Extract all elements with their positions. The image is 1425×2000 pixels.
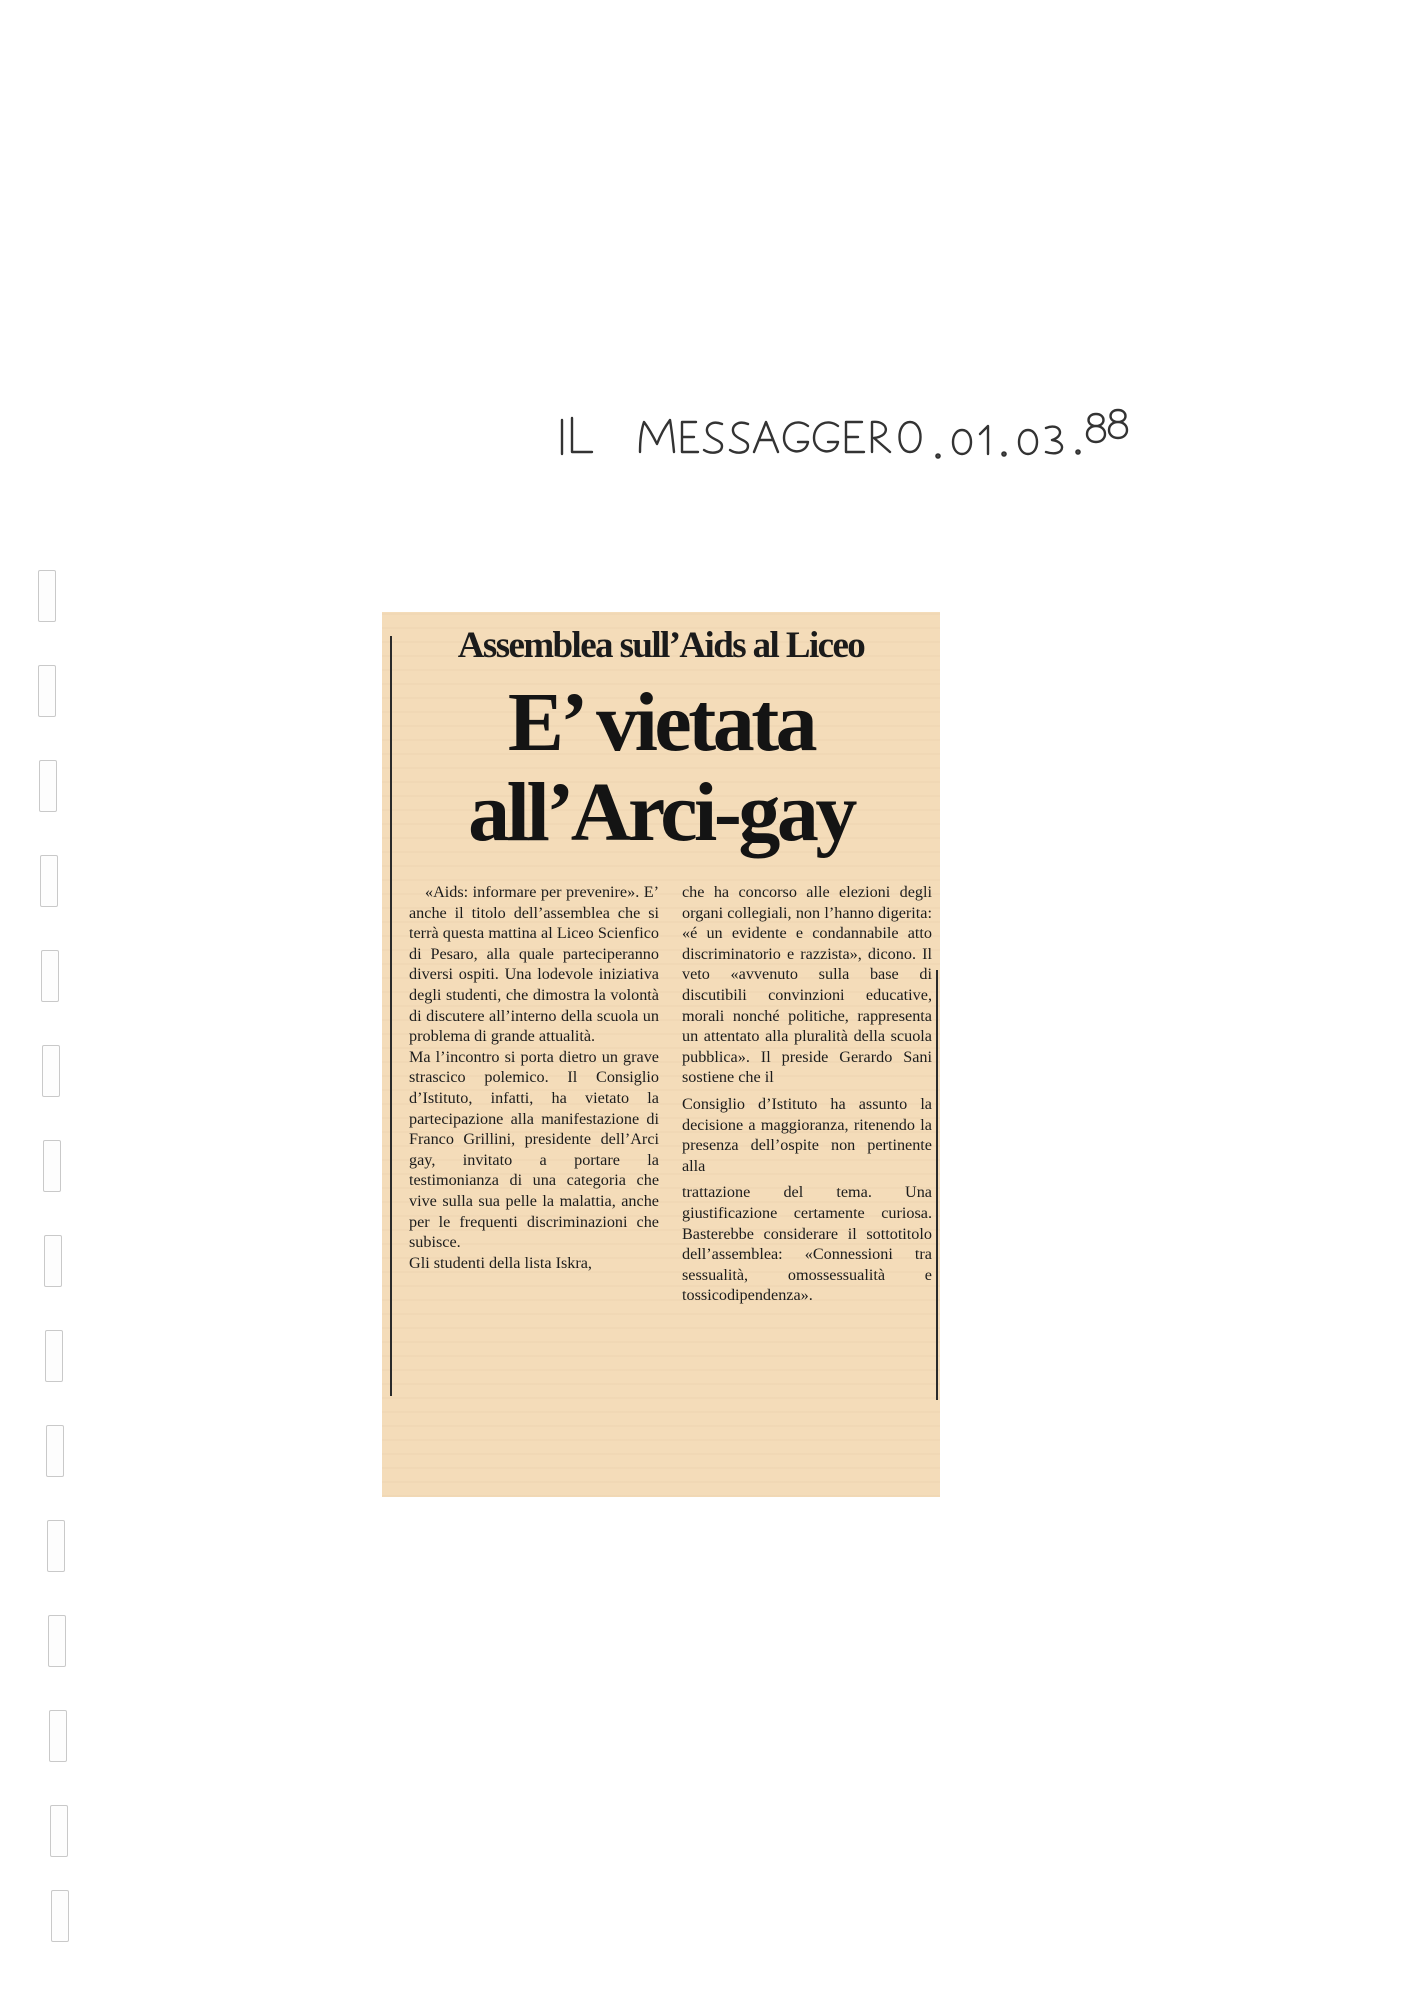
article-column-left (409, 882, 659, 1273)
binder-hole (43, 1140, 61, 1192)
binder-hole (42, 1045, 60, 1097)
binder-holes (38, 60, 68, 1940)
column-rule-right (936, 970, 939, 1400)
binder-hole (44, 1235, 62, 1287)
paragraph: Consiglio d’Istituto ha assunto la decisione a maggioranza, ritenendo la presenza dell’ospite non pertinente alla (682, 1094, 932, 1175)
binder-hole (38, 570, 56, 622)
binder-hole (45, 1330, 63, 1382)
binder-hole (38, 665, 56, 717)
headline-line: all’Arci-gay (468, 766, 854, 859)
binder-hole (48, 1615, 66, 1667)
binder-hole (46, 1425, 64, 1477)
handwriting-drawing (562, 408, 1162, 468)
paragraph: Gli studenti della lista Iskra, (409, 1253, 592, 1272)
newspaper-clipping (382, 612, 940, 1497)
binder-hole (49, 1710, 67, 1762)
handwritten-source-note (562, 408, 1162, 468)
paragraph: trattazione del tema. Una giustificazione certamente curiosa. Basterebbe considerare il sottotitolo dell’assemblea: «Connessioni tra sessualità, omossessualità e tossicodipendenza». (682, 1183, 932, 1305)
article-headline (382, 678, 940, 858)
binder-hole (40, 855, 58, 907)
binder-hole (41, 950, 59, 1002)
article-kicker: Assemblea sull’Aids al Liceo (457, 625, 865, 666)
binder-hole (47, 1520, 65, 1572)
paragraph: che ha concorso alle elezioni degli organi collegiali, non l’hanno digerita: «é un evidente e condannabile atto discriminatorio e razzista», dicono. Il veto «avvenuto sulla base di discutibili convinzioni educative, morali nonché politiche, rappresenta un attentato alla pluralità della scuola pubblica». Il preside Gerardo Sani sostiene che il (682, 883, 932, 1087)
paragraph: «Aids: informare per prevenire». E’ anche il titolo dell’assemblea che si terrà questa mattina al Liceo Scienfico di Pesaro, alla quale parteciperanno diversi ospiti. Una lodevole iniziativa degli studenti, che dimostra la volontà di discutere all’interno della scuola un problema di grande attualità. (409, 883, 659, 1046)
binder-hole (50, 1805, 68, 1857)
binder-hole (39, 760, 57, 812)
article-column-right (682, 882, 932, 1306)
headline-line: E’ vietata (507, 676, 815, 769)
binder-hole (51, 1890, 69, 1942)
paragraph: Ma l’incontro si porta dietro un grave strascico polemico. Il Consiglio d’Istituto, infatti, ha vietato la partecipazione alla manifestazione di Franco Grillini, presidente dell’Arci gay, invitato a portare la testimonianza di una categoria che vive sulla sua pelle la malattia, anche per le frequenti discriminazioni che subisce. (409, 1047, 659, 1252)
